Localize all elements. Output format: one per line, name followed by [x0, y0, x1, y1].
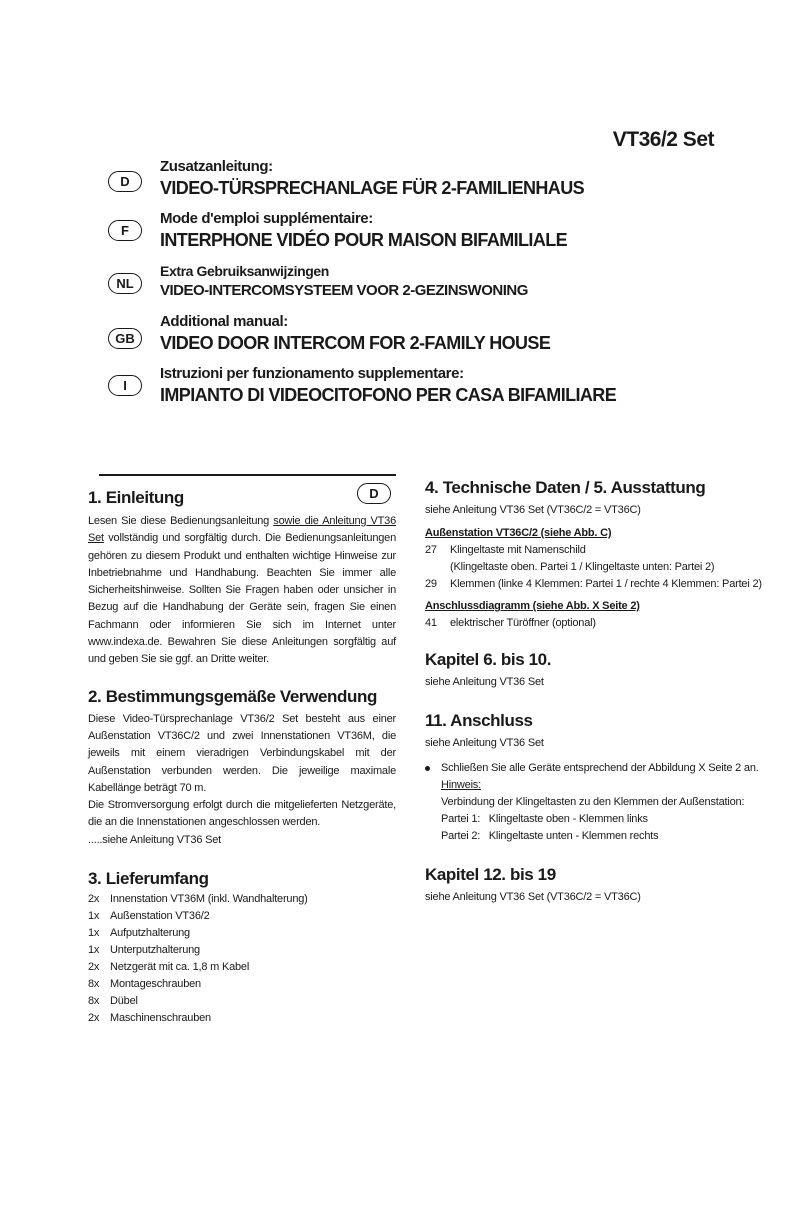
model-title: VT36/2 Set — [612, 128, 714, 151]
language-badge: GB — [108, 328, 142, 349]
right-column — [425, 478, 762, 906]
list-item — [88, 942, 396, 959]
language-row-gb — [108, 313, 728, 365]
item-text: Montageschrauben — [110, 978, 201, 991]
item-text: elektrischer Türöffner (optional) — [450, 617, 596, 629]
item-text: Innenstation VT36M (inkl. Wandhalterung) — [110, 893, 308, 906]
hinweis-label: Hinweis: — [441, 779, 481, 791]
heading-verwendung: 2. Bestimmungsgemäße Verwendung — [88, 686, 377, 706]
language-title: INTERPHONE VIDÉO POUR MAISON BIFAMILIALE — [160, 230, 568, 250]
item-text: Klingeltaste mit Namenschild — [450, 544, 586, 556]
bullet-dot — [425, 766, 430, 771]
subheading-aussenstation: Außenstation VT36C/2 (siehe Abb. C) — [425, 527, 612, 539]
lieferumfang-list — [88, 891, 396, 1027]
verwendung-text-2: Die Stromversorgung erfolgt durch die mitgelieferten Netzgeräte, die an die Innenstationen angeschlossen werden. — [88, 799, 396, 829]
list-item — [88, 976, 396, 993]
section-divider — [99, 474, 396, 476]
item-qty: 2x — [88, 1012, 100, 1025]
einleitung-text — [88, 513, 396, 669]
language-title: VIDEO-TÜRSPRECHANLAGE FÜR 2-FAMILIENHAUS — [160, 178, 585, 198]
heading-anschluss: 11. Anschluss — [425, 711, 533, 730]
item-text: Unterputzhalterung — [110, 944, 200, 957]
item-qty: 8x — [88, 978, 100, 991]
language-title: IMPIANTO DI VIDEOCITOFONO PER CASA BIFAMILIARE — [160, 385, 617, 405]
language-row-de — [108, 158, 728, 210]
item-text: Aufputzhalterung — [110, 927, 190, 940]
list-item — [88, 959, 396, 976]
language-subtitle: Additional manual: — [160, 313, 288, 330]
list-item — [88, 908, 396, 925]
item-qty: 1x — [88, 944, 100, 957]
text-part: vollständig und sorgfältig durch. Die Bedienungsanleitungen gehören zu diesem Produkt und enthalten wichtige Hinweise zur Inbetriebnahme und Handhabung. Beachten Sie immer alle Sicherheitshinweise. Sollten Sie Fragen haben oder unsicher in Bezug auf die Handhabung der Geräte sein, fragen Sie einen Fachmann oder informieren Sie sich im Internet unter www.indexa.de. Bewahren Sie diese Anleitungen sorgfältig auf und geben Sie sie ggf. an Dritte weiter. — [88, 532, 396, 666]
kapitel-12-19-ref: siehe Anleitung VT36 Set (VT36C/2 = VT36C) — [425, 891, 641, 903]
language-subtitle: Istruzioni per funzionamento supplementare: — [160, 365, 464, 382]
heading-lieferumfang: 3. Lieferumfang — [88, 869, 209, 889]
item-qty: 8x — [88, 995, 100, 1008]
item-text: (Klingeltaste oben. Partei 1 / Klingeltaste unten: Partei 2) — [450, 561, 715, 573]
bullet-text: Schließen Sie alle Geräte entsprechend der Abbildung X Seite 2 an. — [441, 762, 759, 774]
language-subtitle: Mode d'emploi supplémentaire: — [160, 210, 373, 227]
language-badge: D — [108, 171, 142, 192]
list-item — [88, 993, 396, 1010]
language-row-fr — [108, 210, 728, 262]
text-underlined: sowie die Anleitung VT36 Set — [88, 515, 396, 545]
language-row-nl — [108, 263, 728, 315]
language-subtitle: Extra Gebruiksanwijzingen — [160, 263, 329, 279]
language-title: VIDEO-INTERCOMSYSTEEM VOOR 2-GEZINSWONING — [160, 282, 528, 299]
anschluss-bullet — [425, 760, 759, 845]
item-text: Maschinenschrauben — [110, 1012, 211, 1025]
list-item — [88, 1010, 396, 1027]
item-text: Außenstation VT36/2 — [110, 910, 210, 923]
heading-kapitel-12-19: Kapitel 12. bis 19 — [425, 865, 556, 884]
numbered-item — [425, 542, 745, 559]
heading-technische-daten: 4. Technische Daten / 5. Ausstattung — [425, 478, 706, 497]
language-badge: NL — [108, 273, 142, 294]
language-row-it — [108, 365, 728, 417]
numbered-item — [425, 615, 745, 632]
subheading-anschlussdiagramm: Anschlussdiagramm (siehe Abb. X Seite 2) — [425, 600, 640, 612]
verwendung-ref: .....siehe Anleitung VT36 Set — [88, 833, 222, 846]
language-badge: F — [108, 220, 142, 241]
hinweis-line: Verbindung der Klingeltasten zu den Klemmen der Außenstation: — [441, 796, 745, 808]
kapitel-6-10-ref: siehe Anleitung VT36 Set — [425, 676, 544, 688]
list-item — [88, 925, 396, 942]
item-number: 41 — [425, 617, 437, 629]
heading-kapitel-6-10: Kapitel 6. bis 10. — [425, 650, 552, 669]
hinweis-line: Partei 2: Klingeltaste unten - Klemmen rechts — [441, 830, 659, 842]
language-title: VIDEO DOOR INTERCOM FOR 2-FAMILY HOUSE — [160, 333, 551, 353]
item-qty: 2x — [88, 961, 100, 974]
hinweis-line: Partei 1: Klingeltaste oben - Klemmen links — [441, 813, 648, 825]
item-qty: 1x — [88, 910, 100, 923]
numbered-item — [425, 576, 762, 593]
item-text: Dübel — [110, 995, 138, 1008]
item-number: 29 — [425, 578, 437, 590]
technische-daten-ref: siehe Anleitung VT36 Set (VT36C/2 = VT36C) — [425, 504, 641, 516]
anschluss-ref: siehe Anleitung VT36 Set — [425, 737, 544, 749]
list-item — [88, 891, 396, 908]
text-part: Lesen Sie diese Bedienungsanleitung — [88, 515, 274, 527]
item-number: 27 — [425, 544, 437, 556]
item-text: Netzgerät mit ca. 1,8 m Kabel — [110, 961, 250, 974]
heading-einleitung: 1. Einleitung — [88, 488, 184, 507]
language-subtitle: Zusatzanleitung: — [160, 158, 273, 175]
item-qty: 1x — [88, 927, 100, 940]
numbered-item-continued — [425, 559, 745, 576]
verwendung-text: Diese Video-Türsprechanlage VT36/2 Set besteht aus einer Außenstation VT36C/2 und zwei Innenstationen VT36M, die jeweils mit einem vieradrigen Verbindungskabel mit der Außenstation verbunden werden. Die jeweilige maximale Kabellänge beträgt 70 m. — [88, 712, 396, 794]
item-text: Klemmen (linke 4 Klemmen: Partei 1 / rechte 4 Klemmen: Partei 2) — [450, 578, 762, 590]
language-badge: I — [108, 375, 142, 396]
item-qty: 2x — [88, 893, 100, 906]
left-column — [88, 488, 396, 1027]
section-language-badge: D — [357, 483, 391, 504]
